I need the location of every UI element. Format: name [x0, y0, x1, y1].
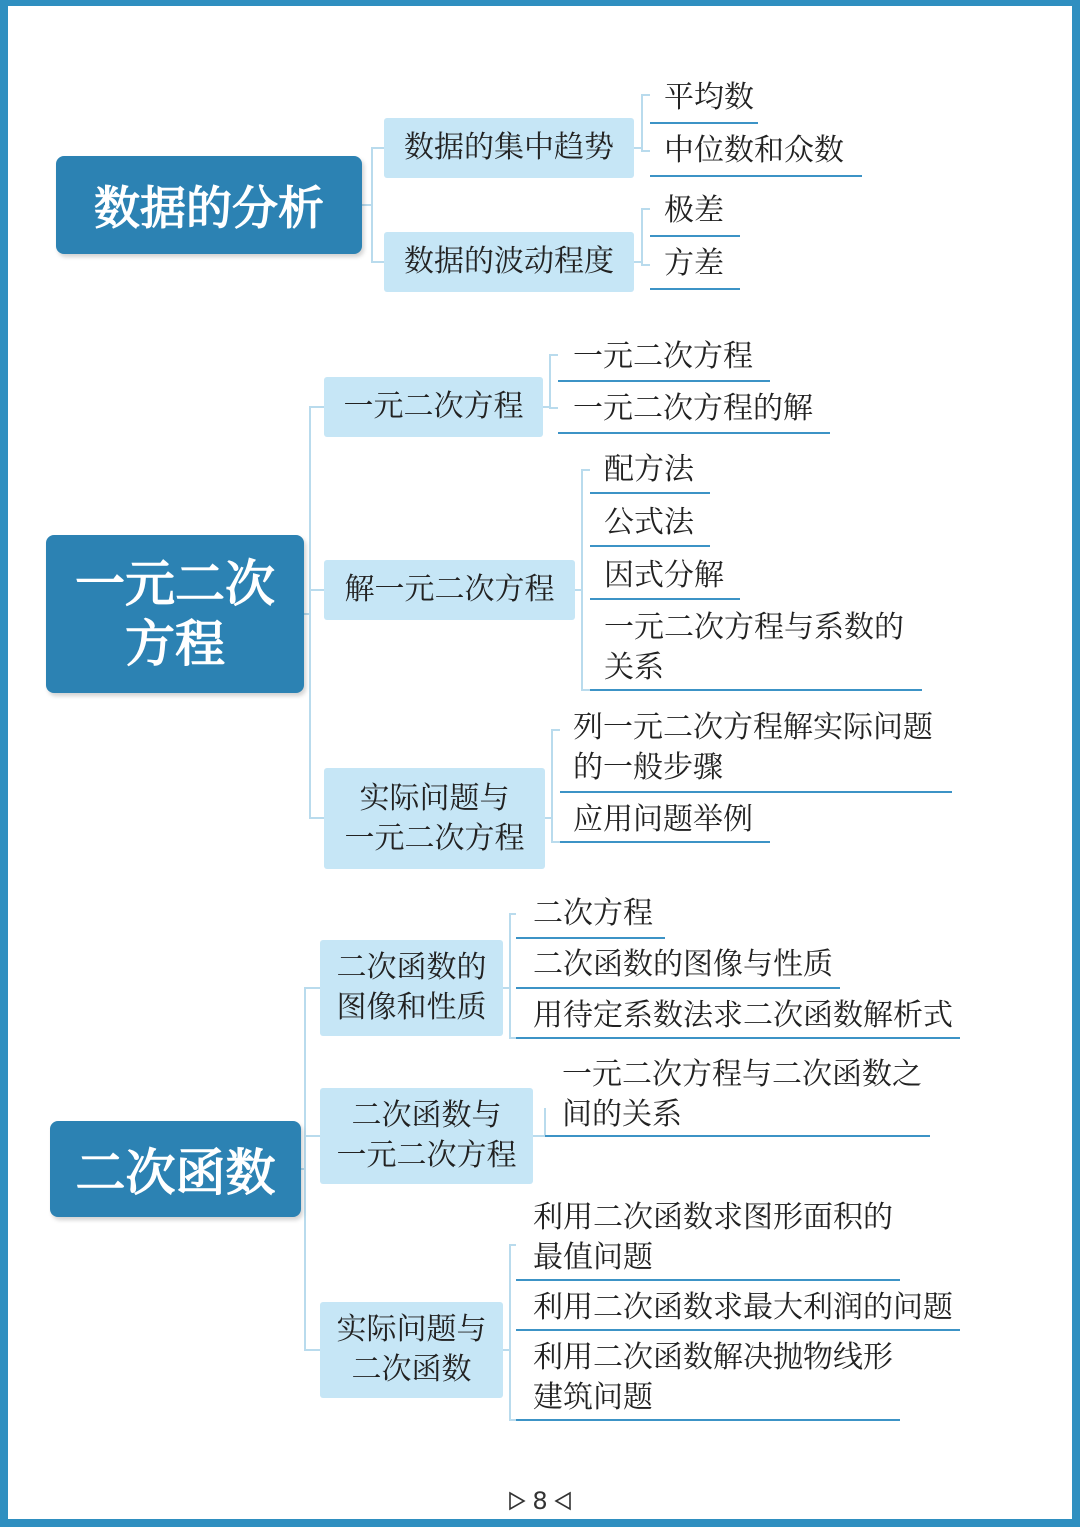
leaf-roots-coefficients: 一元二次方程与系数的 关系	[604, 610, 904, 685]
branch-central-tendency: 数据的集中趋势	[384, 118, 634, 178]
branch-quadratic-equation: 一元二次方程	[324, 377, 543, 437]
leaf-completing-square: 配方法	[604, 452, 694, 487]
leaf-solving-steps: 列一元二次方程解实际问题 的一般步骤	[573, 710, 933, 785]
leaf-variance: 方差	[664, 246, 724, 281]
branch-applied-quadratic: 实际问题与 一元二次方程	[324, 768, 545, 869]
branch-solve-quadratic: 解一元二次方程	[324, 560, 575, 620]
branch-function-and-equation: 二次函数与 一元二次方程	[320, 1088, 533, 1184]
leaf-equation-function-relation: 一元二次方程与二次函数之 间的关系	[562, 1057, 922, 1132]
leaf-application-examples: 应用问题举例	[573, 802, 753, 837]
leaf-quadratic-eq: 二次方程	[533, 896, 653, 931]
branch-dispersion: 数据的波动程度	[384, 232, 634, 292]
triangle-left-icon	[554, 1491, 572, 1511]
leaf-formula-method: 公式法	[604, 505, 694, 540]
root-node-quadratic-function: 二次函数	[50, 1121, 301, 1217]
leaf-median-mode: 中位数和众数	[664, 133, 844, 168]
root-node-data-analysis: 数据的分析	[56, 156, 362, 254]
triangle-right-icon	[508, 1491, 526, 1511]
root-node-quadratic-equation: 一元二次 方程	[46, 535, 304, 693]
page-number: 8	[532, 1487, 548, 1515]
leaf-parabolic-building: 利用二次函数解决抛物线形 建筑问题	[533, 1340, 893, 1415]
branch-function-graph-properties: 二次函数的 图像和性质	[320, 940, 503, 1036]
leaf-undetermined-coefficients: 用待定系数法求二次函数解析式	[533, 998, 953, 1033]
leaf-max-profit: 利用二次函数求最大利润的问题	[533, 1290, 953, 1325]
leaf-graph-properties: 二次函数的图像与性质	[533, 947, 833, 982]
leaf-quadratic-solution: 一元二次方程的解	[573, 391, 813, 426]
leaf-mean: 平均数	[664, 80, 754, 115]
branch-applied-function: 实际问题与 二次函数	[320, 1302, 503, 1398]
leaf-area-extremum: 利用二次函数求图形面积的 最值问题	[533, 1200, 893, 1275]
leaf-factorization: 因式分解	[604, 558, 724, 593]
leaf-quadratic-equation: 一元二次方程	[573, 339, 753, 374]
page-indicator	[490, 1484, 590, 1518]
leaf-range: 极差	[664, 193, 724, 228]
